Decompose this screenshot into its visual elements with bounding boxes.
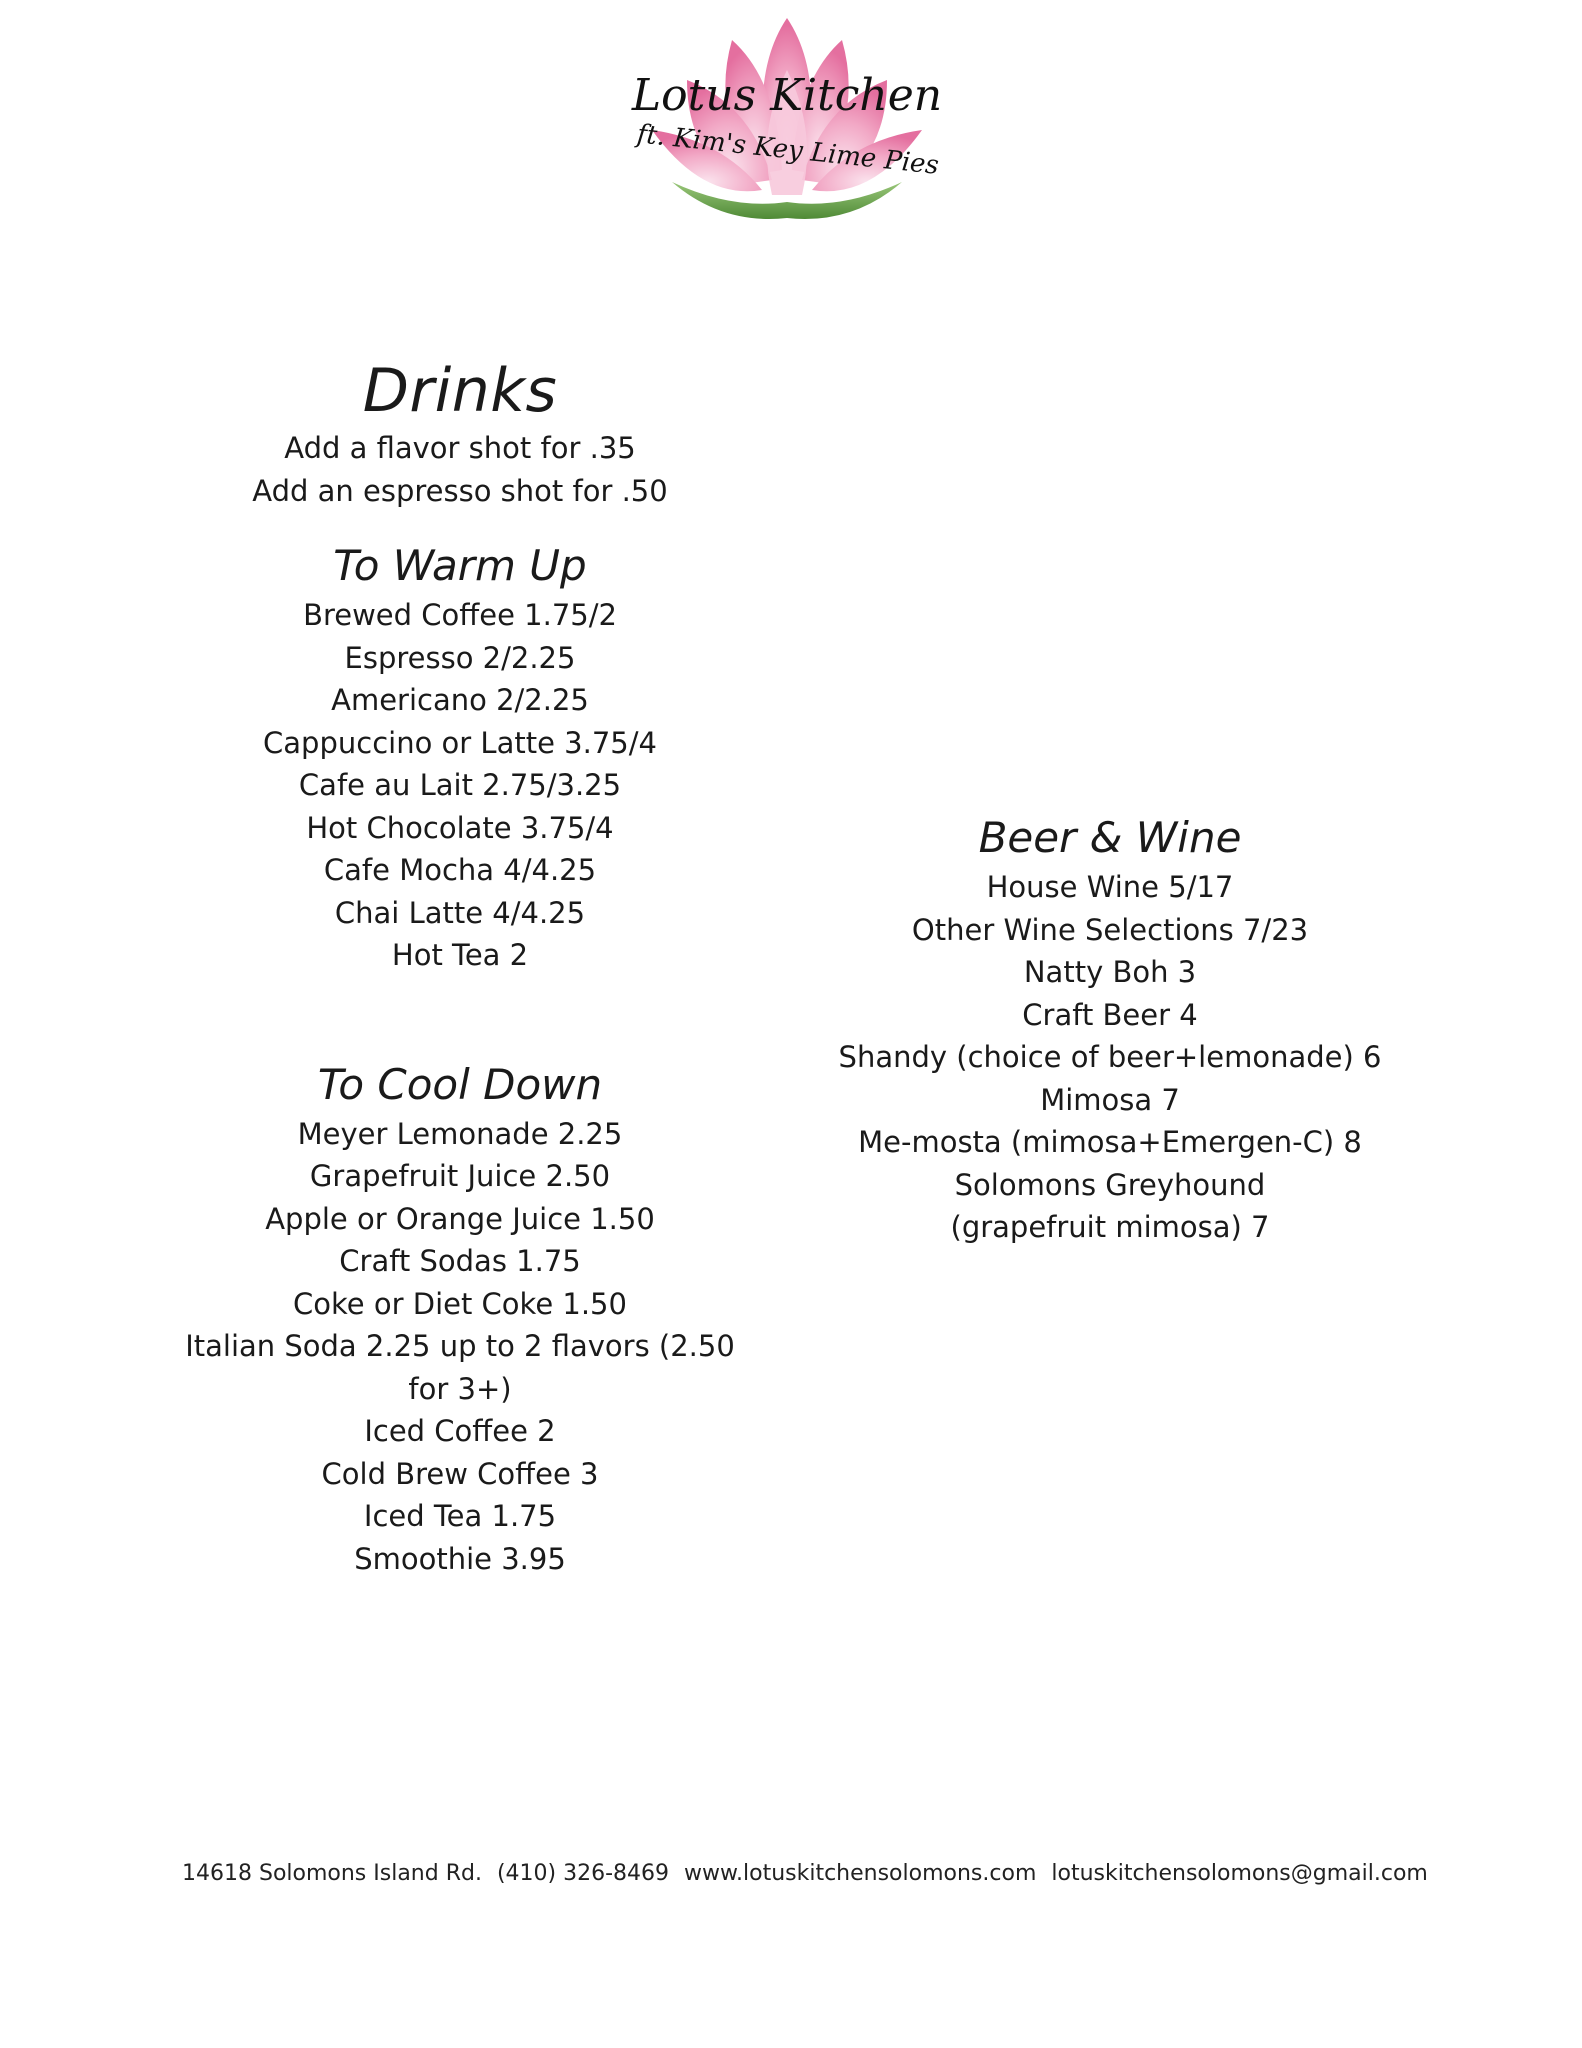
menu-item: Hot Chocolate 3.75/4 [306,810,614,845]
menu-item: Solomons Greyhound [954,1167,1266,1202]
flavor-shot-note: Add a flavor shot for .35 [284,431,636,465]
menu-item: Cafe au Lait 2.75/3.25 [298,768,622,802]
menu-item: Me-mosta (mimosa+Emergen-C) 8 [858,1125,1362,1159]
menu-item: Meyer Lemonade 2.25 [297,1116,623,1151]
beer-wine-title: Beer & Wine [978,813,1242,862]
cool-down-list [180,1113,740,1581]
footer-email-link[interactable]: lotuskitchensolomons@gmail.com [1051,1861,1428,1886]
menu-item: Craft Beer 4 [1022,997,1198,1032]
menu-item: Espresso 2/2.25 [344,640,576,675]
menu-item: Brewed Coffee 1.75/2 [303,598,617,632]
lotus-flower-icon [612,10,962,220]
menu-item: Americano 2/2.25 [331,683,589,717]
menu-item: Cold Brew Coffee 3 [321,1456,599,1491]
menu-item: House Wine 5/17 [986,870,1234,904]
menu-item: Hot Tea 2 [391,938,529,972]
footer-contact [182,1860,1428,1888]
menu-item: Grapefruit Juice 2.50 [309,1159,611,1193]
menu-item: Cappuccino or Latte 3.75/4 [263,725,657,760]
menu-item: Cafe Mocha 4/4.25 [323,853,597,887]
menu-item: Italian Soda 2.25 up to 2 flavors (2.50 for 3+) [185,1329,735,1406]
menu-item: Iced Coffee 2 [364,1414,556,1448]
drinks-title: Drinks [362,356,558,426]
lotus-kitchen-logo [612,10,962,220]
warm-up-list [180,594,740,977]
beer-wine-list [830,866,1390,1249]
espresso-shot-note: Add an espresso shot for .50 [252,473,668,508]
menu-item: (grapefruit mimosa) 7 [950,1210,1270,1244]
left-column [180,355,740,1580]
menu-item: Chai Latte 4/4.25 [334,895,586,930]
footer-website-link[interactable]: www.lotuskitchensolomons.com [684,1861,1037,1886]
menu-item: Coke or Diet Coke 1.50 [293,1286,627,1321]
menu-item: Smoothie 3.95 [354,1541,566,1576]
cool-down-title: To Cool Down [317,1059,603,1109]
drinks-notes [180,427,740,512]
menu-item: Natty Boh 3 [1023,955,1197,989]
right-column [830,810,1390,1249]
menu-item: Shandy (choice of beer+lemonade) 6 [838,1040,1382,1074]
logo-subtitle: ft. Kim's Key Lime Pies [635,119,941,181]
footer-phone[interactable]: (410) 326-8469 [496,1861,670,1886]
menu-item: Apple or Orange Juice 1.50 [265,1201,655,1236]
menu-item: Craft Sodas 1.75 [339,1244,581,1278]
logo-title: Lotus Kitchen [631,70,943,121]
menu-item: Mimosa 7 [1040,1082,1180,1117]
warm-up-title: To Warm Up [333,541,587,590]
footer-address: 14618 Solomons Island Rd. [182,1861,482,1886]
menu-item: Other Wine Selections 7/23 [911,912,1309,947]
menu-item: Iced Tea 1.75 [363,1499,557,1533]
